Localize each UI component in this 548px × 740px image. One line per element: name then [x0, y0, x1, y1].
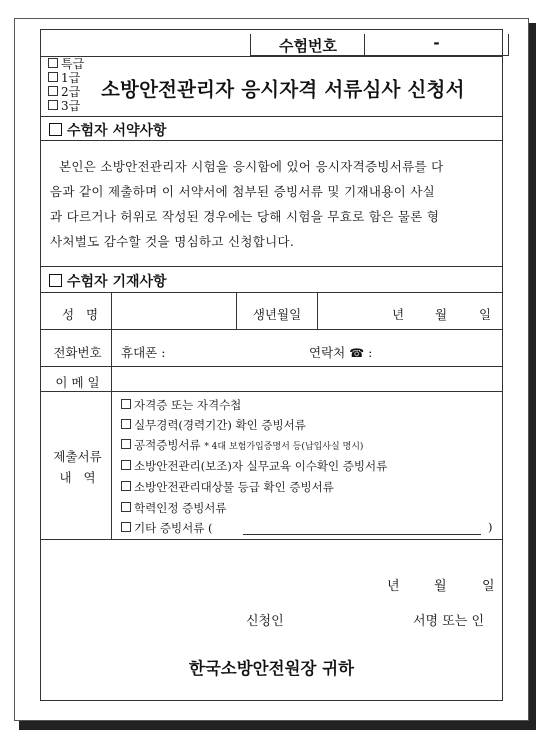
checkbox-icon: [121, 522, 131, 532]
form-border: [40, 29, 503, 701]
applicant-name-field[interactable]: [296, 602, 406, 628]
doc-note: * 4대 보험가입증명서 등(납입사실 명시): [204, 442, 364, 452]
doc-item[interactable]: 소방안전관리대상물 등급 확인 증빙서류: [121, 479, 334, 495]
checkbox-icon: [121, 419, 131, 429]
exam-number-label: 수험번호: [279, 37, 337, 55]
doc-item[interactable]: 학력인정 증빙서류: [121, 500, 227, 516]
birth-year-unit: 년: [392, 307, 405, 322]
name-label: 성 명: [61, 307, 99, 322]
date-year-unit: 년: [387, 579, 400, 594]
name-field[interactable]: [112, 293, 236, 329]
doc-item[interactable]: 소방안전관리(보조)자 실무교육 이수확인 증빙서류: [121, 458, 387, 474]
grade-option-special[interactable]: 특급: [48, 55, 84, 72]
checkbox-icon: [48, 72, 58, 82]
phone-label: 전화번호: [53, 345, 102, 360]
applicant-label: 신청인: [246, 614, 284, 629]
mobile-field[interactable]: [181, 332, 301, 362]
checkbox-icon: [48, 58, 58, 68]
grade-option-2[interactable]: 2급: [48, 83, 80, 100]
pledge-line: 음과 같이 제출하며 이 서약서에 첨부된 증빙서류 및 기재내용이 사실: [50, 184, 435, 199]
form-page: [14, 18, 529, 721]
checkbox-icon: [48, 86, 58, 96]
mobile-label: 휴대폰 :: [121, 345, 166, 360]
checkbox-icon: [49, 274, 62, 287]
birth-day-unit: 일: [479, 307, 492, 322]
checkbox-icon: [121, 399, 131, 409]
exam-number-value[interactable]: -: [433, 34, 440, 52]
info-heading: 수험자 기재사항: [49, 271, 167, 291]
doc-item[interactable]: 자격증 또는 자격수첩: [121, 397, 241, 413]
checkbox-icon: [121, 481, 131, 491]
addressee: 한국소방안전원장 귀하: [188, 659, 355, 678]
grade-option-3[interactable]: 3급: [48, 97, 80, 114]
birth-label: 생년월일: [252, 307, 302, 322]
other-docs-close: ): [488, 520, 493, 534]
telephone-icon: ☎: [349, 346, 365, 360]
docs-label: 제출서류 내 역: [53, 449, 102, 485]
date-day-unit: 일: [482, 579, 495, 594]
birth-month-unit: 월: [435, 307, 448, 322]
birth-field[interactable]: [318, 293, 503, 329]
grade-option-1[interactable]: 1급: [48, 69, 80, 86]
contact-field[interactable]: [391, 332, 501, 362]
checkbox-icon: [48, 100, 58, 110]
pledge-heading: 수험자 서약사항: [49, 120, 167, 140]
pledge-line: 본인은 소방안전관리자 시험을 응시함에 있어 응시자격증빙서류를 다: [59, 159, 444, 174]
exam-number-box: [250, 34, 509, 56]
email-label: 이 메 일: [55, 375, 100, 390]
contact-label: 연락처 ☎ :: [309, 345, 373, 360]
email-field[interactable]: [112, 367, 502, 391]
form-title: 소방안전관리자 응시자격 서류심사 신청서: [101, 78, 465, 101]
doc-item[interactable]: 기타 증빙서류 (: [121, 520, 212, 536]
checkbox-icon: [121, 439, 131, 449]
pledge-line: 사처벌도 감수할 것을 명심하고 신청합니다.: [50, 234, 295, 249]
doc-item[interactable]: 실무경력(경력기간) 확인 증빙서류: [121, 417, 306, 433]
checkbox-icon: [49, 123, 62, 136]
date-month-unit: 월: [434, 579, 447, 594]
other-docs-field[interactable]: [243, 520, 481, 535]
checkbox-icon: [121, 460, 131, 470]
checkbox-icon: [121, 502, 131, 512]
signature-label: 서명 또는 인: [413, 614, 485, 629]
pledge-line: 과 다르거나 허위로 작성된 경우에는 당해 시험을 무효로 함은 물론 형: [50, 209, 440, 224]
doc-item[interactable]: 공적증빙서류 * 4대 보험가입증명서 등(납입사실 명시): [121, 437, 363, 453]
